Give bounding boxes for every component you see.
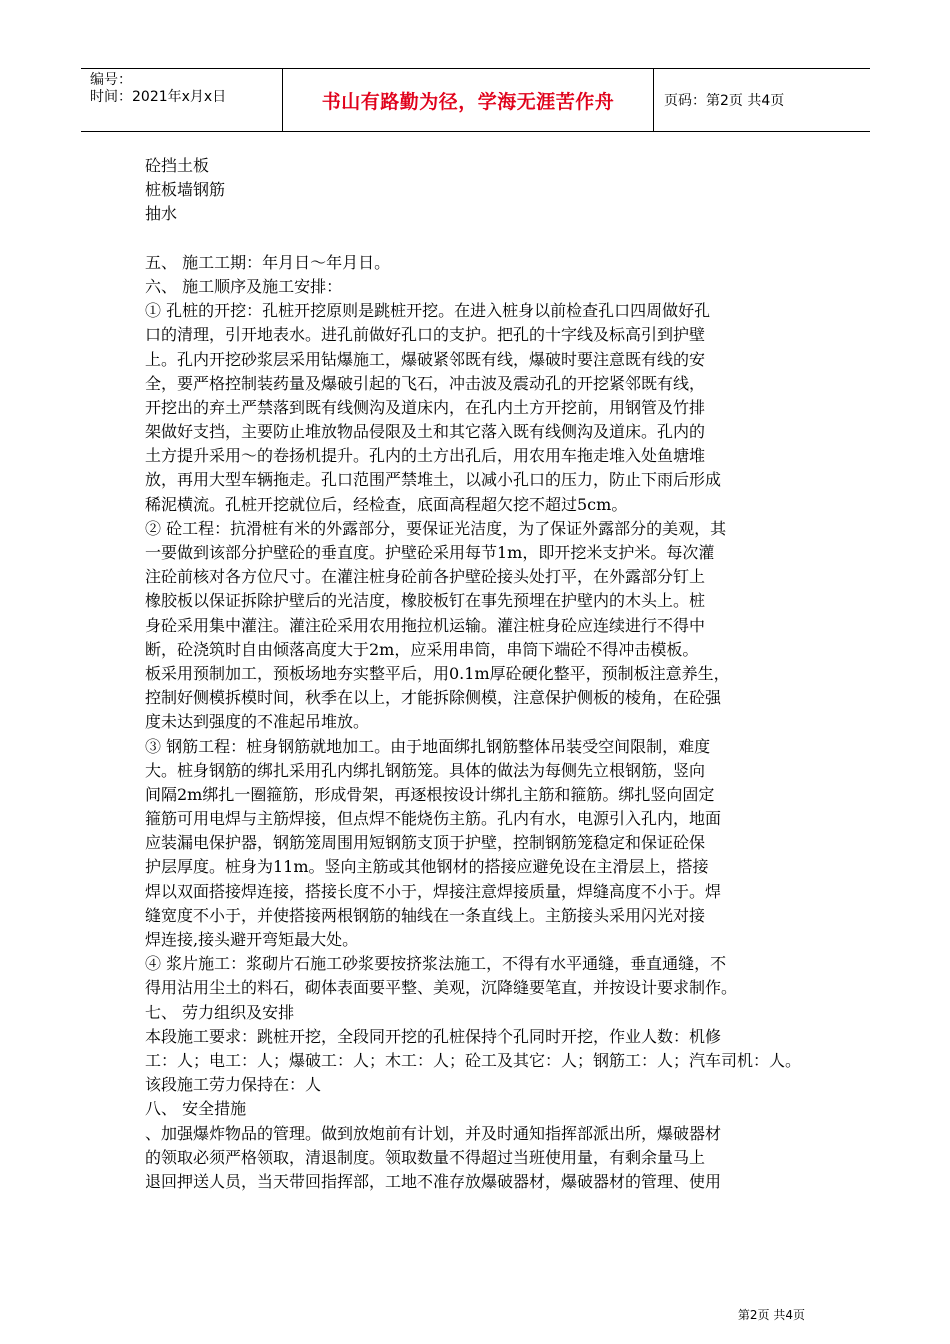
page-header xyxy=(81,68,870,132)
text-line: 退回押送人员，当天带回指挥部，工地不准存放爆破器材，爆破器材的管理、使用 xyxy=(145,1171,722,1191)
text-line: 架做好支挡，主要防止堆放物品侵限及土和其它落入既有线侧沟及道床。孔内的 xyxy=(145,422,706,442)
text-line: 箍筋可用电焊与主筋焊接，但点焊不能烧伤主筋。孔内有水，电源引入孔内，地面 xyxy=(145,809,722,829)
document-number-label: 编号： xyxy=(90,72,132,88)
document-date-label: 时间：2021年x月x日 xyxy=(90,89,227,105)
text-line: 一要做到该部分护壁砼的垂直度。护壁砼采用每节1m，即开挖米支护米。每次灌 xyxy=(145,543,715,562)
header-page-number: 页码：第2页 共4页 xyxy=(664,93,785,109)
text-line: 焊以双面搭接焊连接，搭接长度不小于，焊接注意焊接质量，焊缝高度不小于。焊 xyxy=(145,881,722,901)
text-line: 工：人；电工：人；爆破工：人；木工：人；砼工及其它：人；钢筋工：人；汽车司机：人。 xyxy=(145,1050,802,1070)
text-line: 大。桩身钢筋的绑扎采用孔内绑扎钢筋笼。具体的做法为每侧先立根钢筋，竖向 xyxy=(145,760,706,780)
text-line: 口的清理，引开地表水。进孔前做好孔口的支护。把孔的十字线及标高引到护壁 xyxy=(145,325,706,345)
text-line: 护层厚度。桩身为11m。竖向主筋或其他钢材的搭接应避免设在主滑层上，搭接 xyxy=(145,857,709,877)
text-line: ② 砼工程：抗滑桩有米的外露部分，要保证光洁度，为了保证外露部分的美观，其 xyxy=(145,518,727,538)
text-line: 得用沾用尘土的料石，砌体表面要平整、美观，沉降缝要笔直，并按设计要求制作。 xyxy=(145,978,738,998)
text-line: 七、 劳力组织及安排 xyxy=(145,1002,295,1022)
text-line: 度未达到强度的不准起吊堆放。 xyxy=(145,712,370,732)
text-line: 六、 施工顺序及施工安排： xyxy=(145,276,343,296)
text-line: 板采用预制加工，预板场地夯实整平后，用0.1m厚砼硬化整平，预制板注意养生， xyxy=(145,663,730,683)
text-line: ① 孔桩的开挖：孔桩开挖原则是跳桩开挖。在进入桩身以前检查孔口四周做好孔 xyxy=(145,301,711,321)
text-line: 八、 安全措施 xyxy=(145,1099,247,1119)
text-line: 桩板墙钢筋 xyxy=(145,180,226,200)
text-line: 开挖出的弃土严禁落到既有线侧沟及道床内，在孔内土方开挖前，用钢管及竹排 xyxy=(145,397,706,417)
main-text xyxy=(145,251,825,1194)
text-line: 注砼前核对各方位尺寸。在灌注桩身砼前各护壁砼接头处打平，在外露部分钉上 xyxy=(145,567,706,587)
header-motto: 书山有路勤为径，学海无涯苦作舟 xyxy=(321,90,615,113)
text-line: 砼挡土板 xyxy=(145,156,210,175)
text-line: 间隔2m绑扎一圈箍筋，形成骨架，再逐根按设计绑扎主筋和箍筋。绑扎竖向固定 xyxy=(145,784,715,804)
text-line: 抽水 xyxy=(145,204,178,224)
document-body xyxy=(145,154,825,1194)
text-line: 控制好侧模拆模时间，秋季在以上，才能拆除侧模，注意保护侧板的棱角，在砼强 xyxy=(145,688,722,708)
top-list xyxy=(145,154,825,227)
text-line: 缝宽度不小于，并使搭接两根钢筋的轴线在一条直线上。主筋接头采用闪光对接 xyxy=(145,905,706,925)
text-line: 全，要严格控制装药量及爆破引起的飞石，冲击波及震动孔的开挖紧邻既有线， xyxy=(145,373,706,393)
text-line: 放，再用大型车辆拖走。孔口范围严禁堆土，以减小孔口的压力，防止下雨后形成 xyxy=(145,470,722,490)
header-motto-cell xyxy=(282,69,654,131)
text-line: 断，砼浇筑时自由倾落高度大于2m，应采用串筒，串筒下端砼不得冲击模板。 xyxy=(145,639,699,659)
text-line: 本段施工要求：跳桩开挖，全段同开挖的孔桩保持个孔同时开挖，作业人数：机修 xyxy=(145,1026,722,1046)
page-footer: 第2页 共4页 xyxy=(737,1308,805,1322)
paragraph-gap xyxy=(145,227,825,251)
text-line: 稀泥横流。孔桩开挖就位后，经检查，底面高程超欠挖不超过5cm。 xyxy=(145,494,628,514)
text-line: 橡胶板以保证拆除护壁后的光洁度，橡胶板钉在事先预埋在护壁内的木头上。桩 xyxy=(145,591,706,611)
header-meta xyxy=(81,69,282,131)
text-line: 、加强爆炸物品的管理。做到放炮前有计划，并及时通知指挥部派出所，爆破器材 xyxy=(145,1123,722,1143)
text-line: 该段施工劳力保持在：人 xyxy=(145,1075,322,1095)
text-line: 的领取必须严格领取，清退制度。领取数量不得超过当班使用量，有剩余量马上 xyxy=(145,1147,706,1167)
text-line: ③ 钢筋工程：桩身钢筋就地加工。由于地面绑扎钢筋整体吊装受空间限制，难度 xyxy=(145,736,711,756)
text-line: ④ 浆片施工：浆砌片石施工砂浆要按挤浆法施工，不得有水平通缝，垂直通缝，不 xyxy=(145,954,727,974)
text-line: 土方提升采用～的卷扬机提升。孔内的土方出孔后，用农用车拖走堆入处鱼塘堆 xyxy=(145,446,706,466)
text-line: 五、 施工工期：年月日～年月日。 xyxy=(145,252,391,272)
text-line: 上。孔内开挖砂浆层采用钻爆施工，爆破紧邻既有线，爆破时要注意既有线的安 xyxy=(145,349,706,369)
text-line: 焊连接,接头避开弯矩最大处。 xyxy=(145,930,359,949)
text-line: 身砼采用集中灌注。灌注砼采用农用拖拉机运输。灌注桩身砼应连续进行不得中 xyxy=(145,615,706,635)
text-line: 应装漏电保护器，钢筋笼周围用短钢筋支顶于护壁，控制钢筋笼稳定和保证砼保 xyxy=(145,833,706,853)
